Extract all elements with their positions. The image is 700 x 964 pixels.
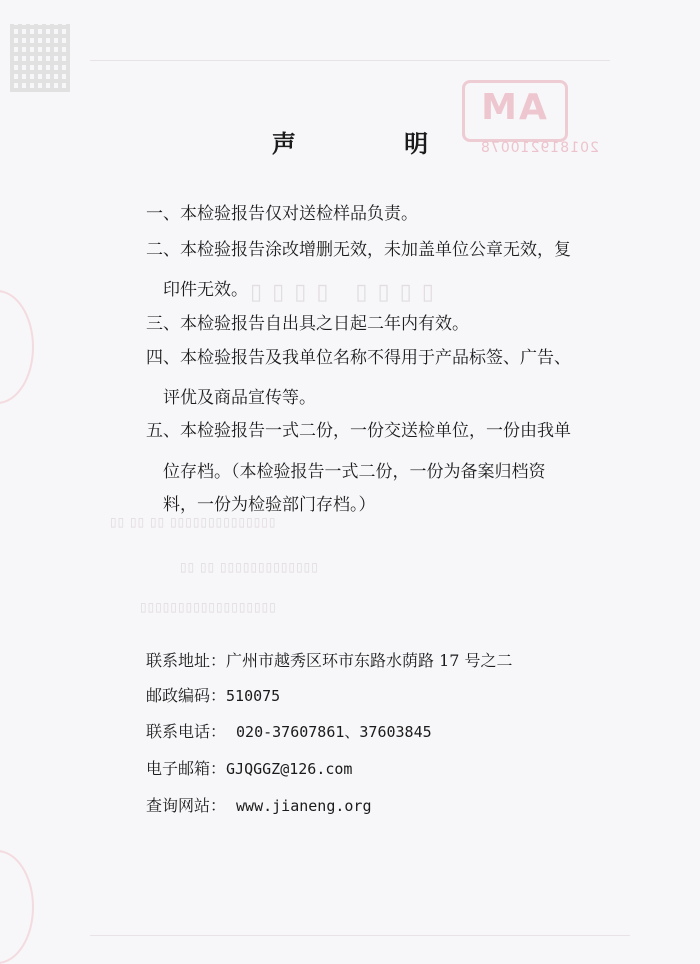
phone-label: 联系电话： <box>146 722 227 741</box>
postal-value: 510075 <box>226 687 281 705</box>
ghost-text: ▯▯▯▯ ▯▯▯▯ <box>250 280 444 305</box>
ghost-text: ▯▯ ▯▯ ▯▯ ▯▯▯▯▯▯▯▯▯▯▯▯▯▯ <box>110 515 277 529</box>
statement-5-line-1: 五、本检验报告一式二份，一份交送检单位，一份由我单 <box>146 421 571 441</box>
ma-stamp-number: 201819210078 <box>480 140 599 156</box>
address-label: 联系地址： <box>146 651 227 670</box>
phone-value: 020-37607861、37603845 <box>236 723 432 741</box>
statement-3: 三、本检验报告自出具之日起二年内有效。 <box>146 314 469 334</box>
ghost-line <box>90 60 610 61</box>
website-label: 查询网站： <box>146 796 227 815</box>
contact-address <box>146 648 513 671</box>
ghost-text: ▯▯ ▯▯ ▯▯▯▯▯▯▯▯▯▯▯▯▯ <box>180 560 319 574</box>
statement-4-line-1: 四、本检验报告及我单位名称不得用于产品标签、广告、 <box>146 348 571 368</box>
website-value: www.jianeng.org <box>236 797 372 815</box>
statement-4-line-2: 评优及商品宣传等。 <box>163 388 316 408</box>
email-label: 电子邮箱： <box>146 759 227 778</box>
statement-5-line-2: 位存档。（本检验报告一式二份，一份为备案归档资 <box>163 462 546 482</box>
red-seal-edge <box>0 290 34 404</box>
statement-5-line-3: 料，一份为检验部门存档。） <box>163 495 376 515</box>
qr-code-bleedthrough <box>10 24 70 92</box>
red-seal-edge-bottom <box>0 850 34 964</box>
statement-2-line-1: 二、本检验报告涂改增删无效，未加盖单位公章无效，复 <box>146 240 571 260</box>
statement-1: 一、本检验报告仅对送检样品负责。 <box>146 204 418 224</box>
page-title: 声 明 <box>271 129 479 158</box>
contact-postal-code <box>146 683 280 706</box>
postal-label: 邮政编码： <box>146 686 227 705</box>
contact-email <box>146 756 352 779</box>
ghost-text: ▯▯▯▯▯▯▯▯▯▯▯▯▯▯▯▯▯▯ <box>140 600 277 614</box>
ghost-line-bottom <box>90 935 630 936</box>
statement-2-line-2: 印件无效。 <box>163 280 248 300</box>
ma-stamp-text: MA <box>481 87 549 128</box>
contact-phone <box>146 719 432 742</box>
contact-website <box>146 793 371 816</box>
address-value: 广州市越秀区环市东路水荫路 17 号之二 <box>226 651 513 670</box>
email-value: GJQGGZ@126.com <box>226 760 353 778</box>
